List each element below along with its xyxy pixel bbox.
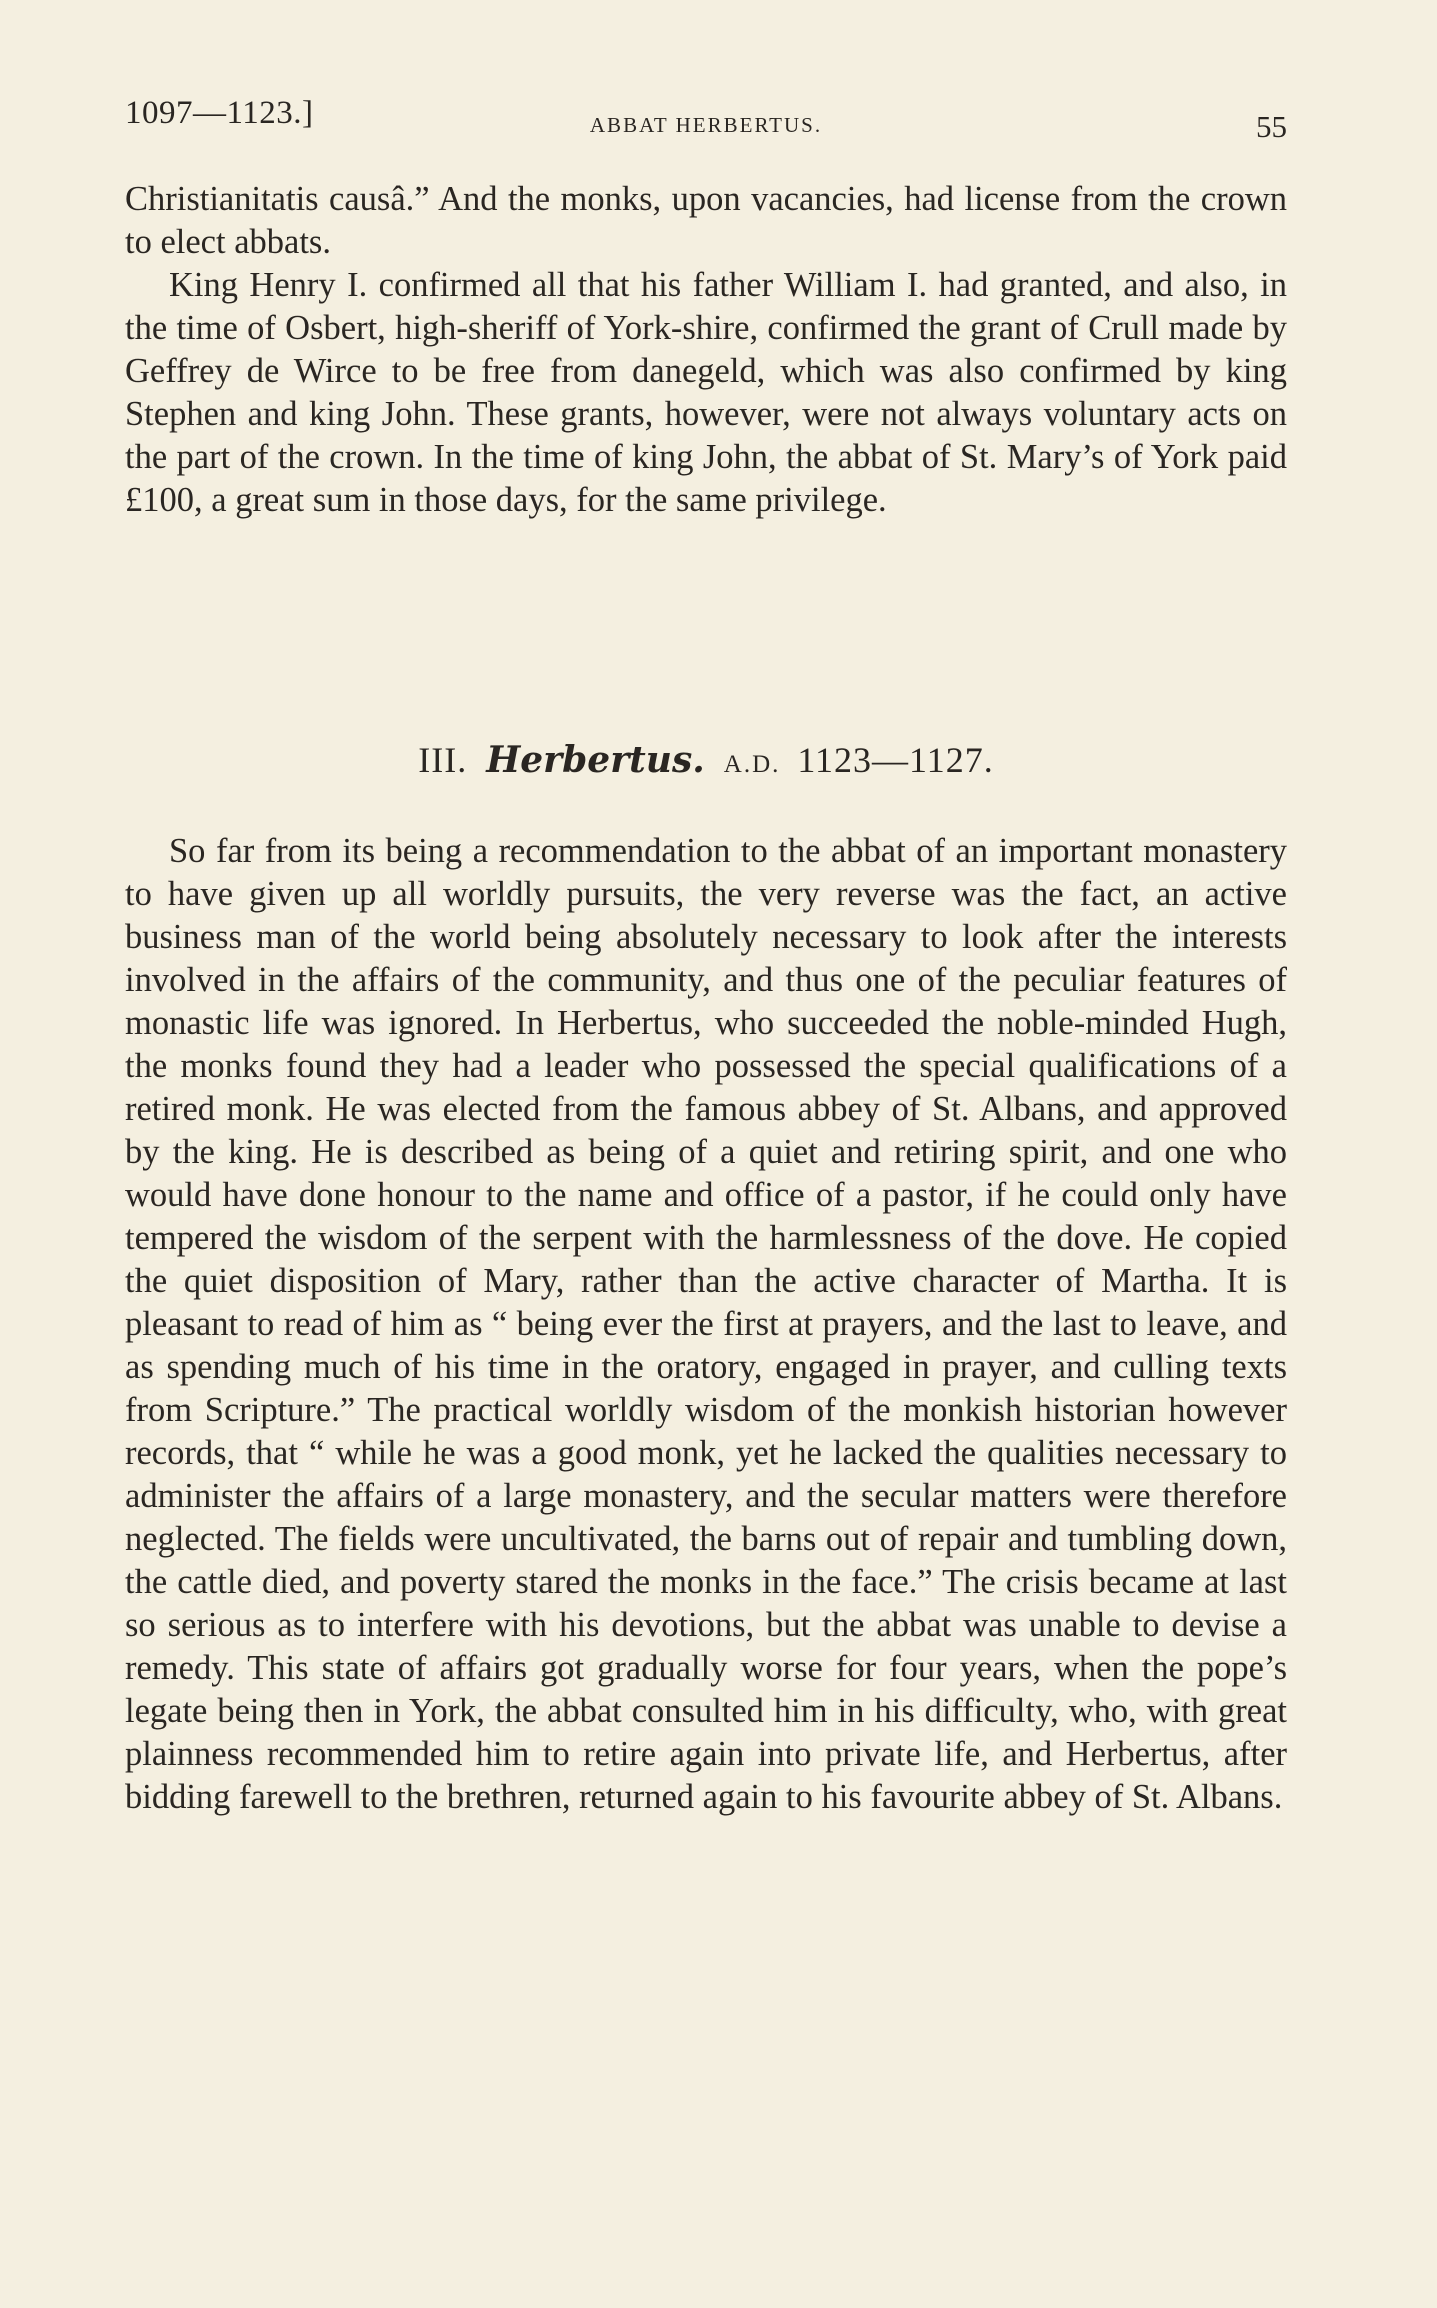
chapter-running-title: ABBAT HERBERTUS.	[589, 113, 823, 137]
paragraph-continuation: Christianitatis causâ.” And the monks, upon vacancies, had license from the crown to elect abbats.	[125, 180, 1287, 261]
paragraph-henry-grants: King Henry I. confirmed all that his father William I. had granted, and also, in the time of Osbert, high-sheriff of York-shire, confirmed the grant of Crull made by Geffrey de Wirce to be free from danegeld, which was also confirmed by king Stephen and king John. These grants, however, were not always voluntary acts on the part of the crown. In the time of king John, the abbat of St. Mary’s of York paid £100, a great sum in those days, for the same privilege.	[125, 266, 1287, 519]
section-numeral: III.	[418, 740, 468, 780]
running-head	[125, 95, 1287, 145]
page-number: 55	[1256, 109, 1287, 144]
section-years: 1123—1127.	[797, 740, 994, 780]
paragraph-herbertus: So far from its being a recommendation to the abbat of an important monastery to have given up all worldly pursuits, the very reverse was the fact, an active business man of the world being absolutely necessary to look after the interests involved in the affairs of the community, and thus one of the peculiar features of monastic life was ignored. In Herbertus, who succeeded the noble-minded Hugh, the monks found they had a leader who possessed the special qualifications of a retired monk. He was elected from the famous abbey of St. Albans, and approved by the king. He is described as being of a quiet and retiring spirit, and one who would have done honour to the name and office of a pastor, if he could only have tempered the wisdom of the serpent with the harmlessness of the dove. He copied the quiet disposition of Mary, rather than the active character of Martha. It is pleasant to read of him as “ being ever the first at prayers, and the last to leave, and as spending much of his time in the oratory, engaged in prayer, and culling texts from Scripture.” The practical worldly wisdom of the monkish historian however records, that “ while he was a good monk, yet he lacked the qualities necessary to administer the affairs of a large monastery, and the secular matters were therefore neglected. The fields were uncultivated, the barns out of repair and tumbling down, the cattle died, and poverty stared the monks in the face.” The crisis became at last so serious as to interfere with his devotions, but the abbat was unable to devise a remedy. This state of affairs got gradually worse for four years, when the pope’s legate being then in York, the abbat consulted him in his difficulty, who, with great plainness recommended him to retire again into private life, and Herbertus, after bidding farewell to the brethren, returned again to his favourite abbey of St. Albans.	[125, 832, 1287, 1816]
section-name: Herbertus.	[486, 739, 705, 781]
date-range-header: 1097—1123.]	[125, 95, 314, 131]
top-text-block	[125, 178, 1287, 522]
section-era: A.D.	[723, 751, 781, 778]
main-text-block	[125, 830, 1287, 1819]
section-heading	[125, 735, 1287, 790]
